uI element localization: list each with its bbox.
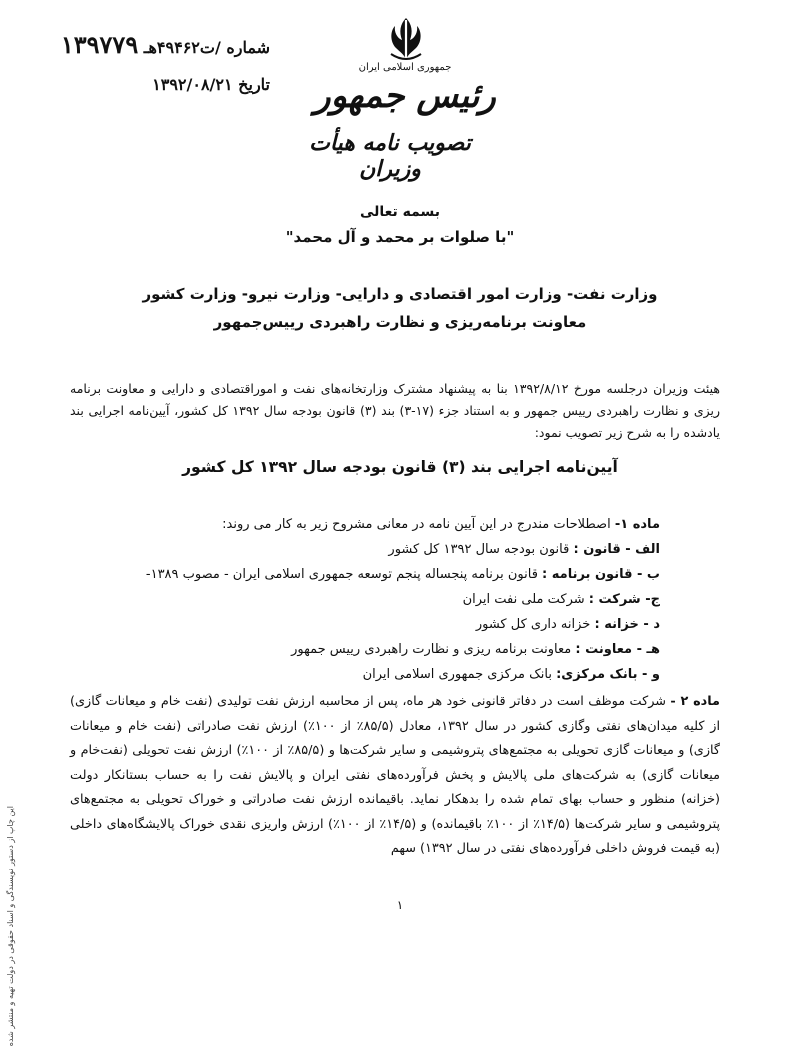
- definition-text: قانون بودجه سال ۱۳۹۲ کل کشور: [388, 542, 570, 557]
- definition-text: خزانه داری کل کشور: [475, 617, 591, 632]
- definition-text: شرکت ملی نفت ایران: [462, 592, 585, 607]
- definition-item: [120, 562, 660, 587]
- definition-item: [120, 637, 660, 662]
- iran-emblem-icon: [383, 14, 429, 64]
- addressee-line-2: معاونت برنامه‌ریزی و نظارت راهبردی رییس‌جمهور: [213, 313, 587, 331]
- margin-note: این چاپ از دستور نویسندگی و اسناد حقوقی در دولت تهیه و منتشر شده: [6, 806, 15, 1046]
- regulation-title: آیین‌نامه اجرایی بند (۳) قانون بودجه سال ۱۳۹۲ کل کشور: [182, 458, 618, 476]
- definition-text: معاونت برنامه ریزی و نظارت راهبردی رییس جمهور: [291, 642, 572, 657]
- letter-date-line: [40, 75, 270, 94]
- number-suffix: /ت۴۹۴۶۲هـ: [143, 38, 221, 57]
- header-approval: تصویب نامه هیأت وزیران: [309, 130, 471, 182]
- definition-term: و - بانک مرکزی:: [556, 667, 660, 682]
- bismillah: بسمه تعالی: [359, 204, 441, 220]
- definition-term: ب - قانون برنامه :: [542, 567, 660, 582]
- header-republic: جمهوری اسلامی ایران: [358, 62, 452, 73]
- number-label: شماره: [226, 38, 270, 57]
- intro-paragraph: هیئت وزیران درجلسه مورخ ۱۳۹۲/۸/۱۲ بنا به پیشنهاد مشترک وزارتخانه‌های نفت و اموراقتصادی و دارایی و معاونت برنامه ریزی و نظارت راهبردی رییس جمهور و به استناد جزء (۱۷-۳) بند (۳) قانون بودجه سال ۱۳۹۲ کل کشور، آیین‌نامه اجرایی بند یادشده را به شرح زیر تصویب نمود:: [70, 381, 721, 440]
- header-president: رئیس جمهور: [314, 76, 496, 116]
- definition-item: [120, 662, 660, 687]
- date-value: ۱۳۹۲/۰۸/۲۱: [152, 75, 233, 94]
- definition-item: [120, 612, 660, 637]
- definition-term: الف - قانون :: [573, 542, 660, 557]
- definition-text: قانون برنامه پنجساله پنجم توسعه جمهوری اسلامی ایران - مصوب ۱۳۸۹-: [145, 567, 538, 582]
- definition-text: بانک مرکزی جمهوری اسلامی ایران: [362, 667, 552, 682]
- date-label: تاریخ: [238, 75, 270, 94]
- salavat: "با صلوات بر محمد و آل محمد": [285, 228, 515, 246]
- article-1-text: اصطلاحات مندرج در این آیین نامه در معانی مشروح زیر به کار می روند:: [222, 517, 611, 532]
- page-number: ۱: [396, 898, 404, 912]
- definition-term: ج- شرکت :: [588, 592, 660, 607]
- definition-item: [120, 537, 660, 562]
- article-2: [70, 690, 720, 862]
- definition-term: د - خزانه :: [594, 617, 660, 632]
- number-value: ۱۳۹۷۷۹: [60, 30, 139, 59]
- definition-term: هـ - معاونت :: [575, 642, 660, 657]
- article-2-text: شرکت موظف است در دفاتر قانونی خود هر ماه، پس از محاسبه ارزش نفت تولیدی (نفت خام و میعانات گازی) از کلیه میدان‌های نفتی وگازی کشور در سال ۱۳۹۲، معادل (۸۵/۵٪ از ۱۰۰٪) ارزش نفت صادراتی (نفت خام و میعانات گازی) و میعانات گازی تحویلی به مجتمع‌های پتروشیمی و سایر شرکت‌ها و (۸۵/۵٪ از ۱۰۰٪) ارزش نفت تحویلی (نفت‌خام و میعانات گازی) به شرکت‌های ملی پالایش و پخش فرآورده‌های نفتی ایران و پالایش نفت را به حساب بستانکار دولت (خزانه) منظور و حساب بهای تمام شده را بدهکار نماید. باقیمانده ارزش نفت صادراتی و خوراک تحویلی به مجتمع‌های پتروشیمی و سایر شرکت‌ها (۱۴/۵٪ از ۱۰۰٪ باقیمانده) و (۱۴/۵٪ از ۱۰۰٪) ارزش واریزی نقدی خوراک پالایشگاه‌های داخلی (به قیمت فروش داخلی فرآورده‌های نفتی در سال ۱۳۹۲) سهم: [70, 694, 721, 856]
- article-1: [120, 512, 660, 687]
- article-2-head: ماده ۲ -: [670, 694, 720, 709]
- definition-item: [120, 587, 660, 612]
- letter-number-line: [40, 30, 270, 59]
- addressee-line-1: وزارت نفت- وزارت امور اقتصادی و دارایی- وزارت نیرو- وزارت کشور: [142, 285, 658, 303]
- letter-reference: [40, 30, 270, 94]
- article-1-head: ماده ۱-: [614, 517, 660, 532]
